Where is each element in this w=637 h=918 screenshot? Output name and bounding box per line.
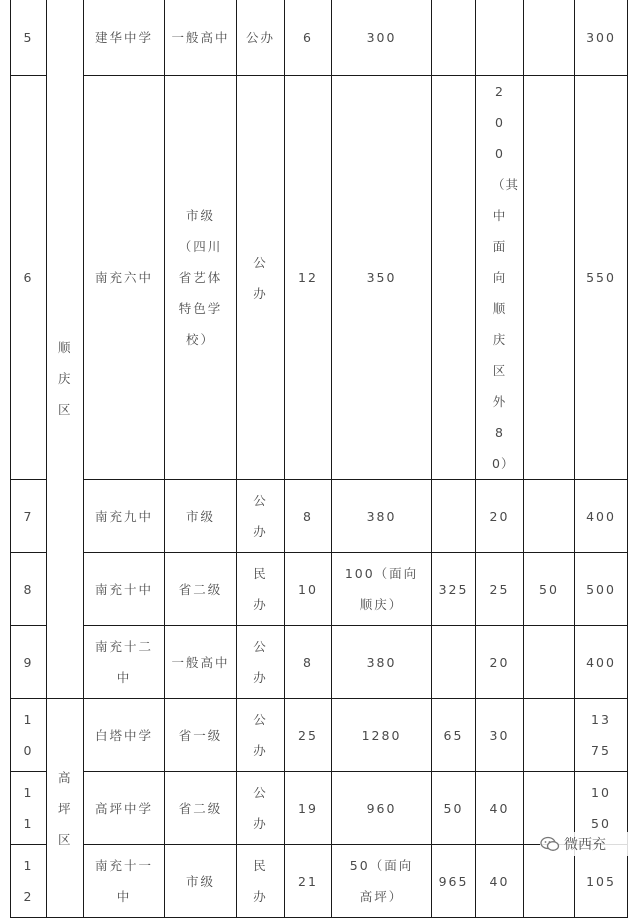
quota-3: 30: [476, 699, 524, 772]
quota-total: 550: [575, 76, 628, 480]
school-name: 南充十中: [84, 553, 165, 626]
row-number: 12: [11, 845, 47, 918]
quota-3: 20: [476, 480, 524, 553]
school-type: 民办: [237, 845, 285, 918]
school-name: 南充六中: [84, 76, 165, 480]
school-level: 省二级: [165, 772, 237, 845]
quota-4: [524, 626, 575, 699]
table-row: [11, 0, 628, 76]
table-row: [11, 553, 628, 626]
school-name: 高坪中学: [84, 772, 165, 845]
school-type: 公办: [237, 699, 285, 772]
school-name: 南充九中: [84, 480, 165, 553]
school-type: 公办: [237, 0, 285, 76]
district-label: 高坪区: [58, 769, 73, 847]
row-number: 9: [11, 626, 47, 699]
quota-total: 1375: [575, 699, 628, 772]
table-row: [11, 772, 628, 845]
district-cell-shunqing: [47, 0, 84, 699]
quota-1: 380: [332, 480, 432, 553]
table-row: [11, 480, 628, 553]
table-row: [11, 626, 628, 699]
wechat-bubble-icon: [540, 836, 560, 852]
school-name: 建华中学: [84, 0, 165, 76]
quota-2: 325: [432, 553, 476, 626]
table-row: [11, 845, 628, 918]
quota-1: 350: [332, 76, 432, 480]
quota-total: 1050: [575, 772, 628, 845]
quota-1: 100（面向顺庆）: [332, 553, 432, 626]
quota-3: 40: [476, 772, 524, 845]
quota-1: 1280: [332, 699, 432, 772]
school-level: 一般高中: [165, 626, 237, 699]
row-number: 8: [11, 553, 47, 626]
school-name: 南充十二中: [84, 626, 165, 699]
quota-2: [432, 480, 476, 553]
school-type: 民办: [237, 553, 285, 626]
quota-4: [524, 699, 575, 772]
class-count: 21: [285, 845, 332, 918]
quota-2: 65: [432, 699, 476, 772]
quota-2: [432, 76, 476, 480]
school-level: 省一级: [165, 699, 237, 772]
quota-2: [432, 626, 476, 699]
quota-3: 25: [476, 553, 524, 626]
row-number: 5: [11, 0, 47, 76]
quota-3: 200（其中面向顺庆区外80）: [476, 76, 524, 480]
quota-1: 960: [332, 772, 432, 845]
quota-total: 500: [575, 553, 628, 626]
school-type: 公办: [237, 480, 285, 553]
enrollment-table: [10, 0, 628, 918]
quota-3: 20: [476, 626, 524, 699]
quota-total: 400: [575, 480, 628, 553]
watermark-label: 微西充: [564, 837, 606, 853]
quota-2: 965: [432, 845, 476, 918]
school-level: 一般高中: [165, 0, 237, 76]
quota-3: 40: [476, 845, 524, 918]
class-count: 8: [285, 626, 332, 699]
school-type: 公办: [237, 772, 285, 845]
school-name: 白塔中学: [84, 699, 165, 772]
school-level: 市级: [165, 845, 237, 918]
table-row: [11, 699, 628, 772]
class-count: 25: [285, 699, 332, 772]
school-name: 南充十一中: [84, 845, 165, 918]
school-type: 公办: [237, 76, 285, 480]
quota-1: 50（面向高坪）: [332, 845, 432, 918]
quota-total: 105: [575, 845, 628, 918]
table-row: [11, 76, 628, 480]
quota-4: [524, 0, 575, 76]
school-type: 公办: [237, 626, 285, 699]
row-number: 7: [11, 480, 47, 553]
quota-1: 380: [332, 626, 432, 699]
wechat-watermark: [540, 832, 632, 856]
quota-4: [524, 480, 575, 553]
class-count: 8: [285, 480, 332, 553]
school-level: 省二级: [165, 553, 237, 626]
quota-2: 50: [432, 772, 476, 845]
quota-1: 300: [332, 0, 432, 76]
class-count: 10: [285, 553, 332, 626]
quota-2: [432, 0, 476, 76]
class-count: 6: [285, 0, 332, 76]
quota-total: 300: [575, 0, 628, 76]
row-number: 11: [11, 772, 47, 845]
quota-4: [524, 76, 575, 480]
row-number: 10: [11, 699, 47, 772]
row-number: 6: [11, 76, 47, 480]
quota-4: 50: [524, 553, 575, 626]
school-level: 市级（四川省艺体特色学校）: [165, 76, 237, 480]
district-label: 顺庆区: [58, 340, 73, 417]
district-cell-gaoping: [47, 699, 84, 918]
quota-3: [476, 0, 524, 76]
class-count: 19: [285, 772, 332, 845]
school-level: 市级: [165, 480, 237, 553]
class-count: 12: [285, 76, 332, 480]
quota-total: 400: [575, 626, 628, 699]
